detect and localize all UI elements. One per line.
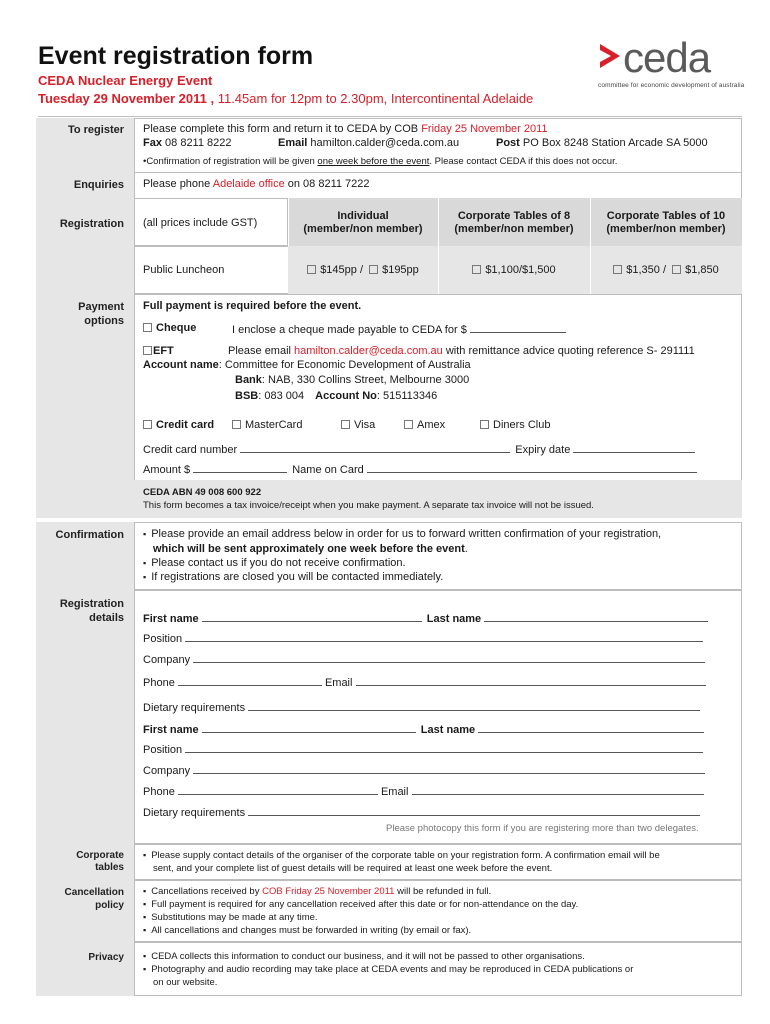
phone-label: Phone [143, 677, 175, 689]
confirmation-bullet-3: ▪ If registrations are closed you will be contacted immediately. [143, 571, 444, 583]
fax-line [143, 137, 232, 149]
amount-row [143, 462, 697, 476]
eft-label: EFT [153, 345, 174, 357]
page-title: Event registration form [38, 42, 314, 70]
position-field[interactable] [185, 742, 703, 753]
label-line: Corporate [76, 850, 124, 861]
eft-email: hamilton.calder@ceda.com.au [294, 345, 443, 357]
cheque-amount-field[interactable] [470, 322, 566, 333]
dietary-field[interactable] [248, 805, 700, 816]
email-label: Email [278, 137, 308, 149]
amount-label: Amount $ [143, 464, 191, 476]
to-register-line1 [143, 123, 548, 135]
bsb-line [235, 390, 437, 402]
price-nonmember: $1,850 [685, 264, 719, 276]
delegate2-name-row [143, 722, 704, 736]
diners-option[interactable] [480, 419, 550, 431]
post-address: PO Box 8248 Station Arcade SA 5000 [522, 137, 708, 149]
col-individual-header [288, 210, 438, 235]
last-name-label: Last name [426, 613, 482, 625]
table10-price [590, 264, 742, 276]
instruction-text: Please complete this form and return it to CEDA by COB [143, 123, 419, 135]
cheque-option[interactable] [143, 322, 196, 334]
privacy-label: Privacy [88, 952, 124, 963]
note-post: . Please contact CEDA if this does not occur. [429, 156, 618, 167]
account-no-value: : 515113346 [376, 390, 438, 402]
email-label: Email [324, 677, 353, 689]
checkbox[interactable] [369, 265, 378, 274]
fax-number: 08 8211 8222 [165, 137, 232, 149]
registration-label: Registration [59, 218, 124, 230]
bsb-label: BSB [235, 390, 259, 402]
gst-note: (all prices include GST) [143, 217, 258, 229]
note-underlined: one week before the event [317, 156, 430, 167]
email-address: hamilton.calder@ceda.com.au [310, 137, 460, 149]
first-name-field[interactable] [202, 722, 416, 733]
office-link: Adelaide office [212, 178, 285, 190]
mastercard-checkbox[interactable] [232, 420, 241, 429]
col-header-line: Individual [337, 210, 389, 222]
name-on-card-field[interactable] [367, 462, 697, 473]
col-header-line: (member/non member) [303, 223, 423, 235]
cancellation-bullet-2: ▪ Full payment is required for any cancellation received after this date or for non-attendance on the day. [143, 899, 579, 910]
event-date: Tuesday 29 November 2011 , [38, 91, 215, 106]
company-label: Company [143, 765, 191, 777]
enquiries-pre: Please phone [143, 178, 211, 190]
col-header-line: (member/non member) [606, 223, 726, 235]
cancel-pre: Cancellations received by [151, 886, 260, 897]
bullet-text: CEDA collects this information to conduct our business, and it will not be passed to other organisations. [151, 951, 585, 962]
position-field[interactable] [185, 631, 703, 642]
price-member: $1,350 / [626, 264, 667, 276]
label-cell [36, 590, 136, 844]
divider [38, 116, 742, 117]
last-name-label: Last name [420, 724, 476, 736]
credit-card-option[interactable] [143, 419, 214, 431]
amex-option[interactable] [404, 419, 445, 431]
col-header-line: (member/non member) [454, 223, 574, 235]
event-date-line [38, 91, 533, 106]
bullet-text: Please contact us if you do not receive confirmation. [151, 557, 406, 569]
post-line [496, 137, 708, 149]
position-label: Position [143, 633, 183, 645]
note-pre: •Confirmation of registration will be given [143, 156, 315, 167]
company-field[interactable] [193, 652, 705, 663]
account-name: : Committee for Economic Development of Australia [218, 359, 471, 371]
label-line: Registration [59, 598, 124, 610]
to-register-label: To register [67, 124, 124, 136]
visa-option[interactable] [341, 419, 375, 431]
name-on-card-label: Name on Card [292, 464, 364, 476]
label-line: details [89, 612, 124, 624]
eft-pre: Please email [228, 345, 291, 357]
cc-number-field[interactable] [240, 442, 510, 453]
public-luncheon-label: Public Luncheon [143, 264, 225, 276]
cc-number-label: Credit card number [143, 444, 238, 456]
photocopy-note: Please photocopy this form if you are registering more than two delegates. [386, 823, 699, 834]
cancel-post: will be refunded in full. [397, 886, 492, 897]
position-label: Position [143, 744, 183, 756]
visa-checkbox[interactable] [341, 420, 350, 429]
fax-label: Fax [143, 137, 162, 149]
phone-field[interactable] [178, 675, 322, 686]
email-line [278, 137, 459, 149]
label-line: policy [95, 900, 124, 911]
bullet-text: Substitutions may be made at any time. [151, 912, 318, 923]
privacy-bullet-1: ▪ CEDA collects this information to conduct our business, and it will not be passed to other organisations. [143, 951, 585, 962]
diners-label: Diners Club [493, 419, 551, 431]
delegate2-dietary-row [143, 805, 700, 819]
label-line: Cancellation [64, 887, 124, 898]
privacy-bullet-2b: on our website. [153, 977, 218, 988]
ceda-logo [598, 34, 748, 87]
delegate1-dietary-row [143, 700, 700, 714]
bank-line [235, 374, 469, 386]
checkbox[interactable] [672, 265, 681, 274]
privacy-bullet-2: ▪ Photography and audio recording may take place at CEDA events and may be reproduced in CEDA publications or [143, 964, 634, 975]
dietary-field[interactable] [248, 700, 700, 711]
delegate2-phone-row [143, 784, 704, 798]
cancellation-label [36, 886, 124, 912]
delegate2-position-row [143, 742, 703, 756]
col-header-line: Corporate Tables of 8 [457, 210, 571, 222]
confirmation-bullet-1: ▪ Please provide an email address below in order for us to forward written confirmation of your registration, [143, 528, 662, 540]
confirmation-bullet-2: ▪ Please contact us if you do not receive confirmation. [143, 557, 406, 569]
company-label: Company [143, 654, 191, 666]
price-member: $145pp / [320, 264, 364, 276]
dietary-label: Dietary requirements [143, 807, 246, 819]
cancel-deadline: COB Friday 25 November 2011 [262, 886, 395, 897]
cheque-instruction: I enclose a cheque made payable to CEDA for $ [232, 324, 467, 336]
checkbox[interactable] [472, 265, 481, 274]
individual-price [288, 264, 438, 276]
phone-field[interactable] [178, 784, 378, 795]
checkbox[interactable] [307, 265, 316, 274]
credit-card-checkbox[interactable] [143, 420, 152, 429]
price-nonmember: $195pp [382, 264, 419, 276]
price-table8: $1,100/$1,500 [485, 264, 556, 276]
email-field[interactable] [412, 784, 704, 795]
amount-field[interactable] [193, 462, 287, 473]
confirmation-bullet-1b [153, 543, 468, 555]
bank-value: : NAB, 330 Collins Street, Melbourne 3000 [261, 374, 470, 386]
delegate1-company-row [143, 652, 705, 666]
abn-band [134, 480, 742, 518]
amex-label: Amex [417, 419, 446, 431]
cancellation-bullet-3: ▪ Substitutions may be made at any time. [143, 912, 318, 923]
abn-text: CEDA ABN 49 008 600 922 [143, 487, 262, 498]
svg-text:ceda: ceda [623, 34, 711, 81]
last-name-field[interactable] [484, 611, 708, 622]
cheque-checkbox[interactable] [143, 323, 152, 332]
amex-checkbox[interactable] [404, 420, 413, 429]
company-field[interactable] [193, 763, 705, 774]
logo-tagline: committee for economic development of australia [598, 82, 745, 89]
bank-label: Bank [235, 374, 262, 386]
bullet-text-bold: which will be sent approximately one week before the event [153, 543, 465, 555]
credit-card-label: Credit card [156, 419, 215, 431]
email-label: Email [380, 786, 409, 798]
delegate1-position-row [143, 631, 703, 645]
first-name-label: First name [143, 724, 199, 736]
event-details: 11.45am for 12pm to 2.30pm, Intercontinental Adelaide [217, 91, 534, 106]
account-no-label: Account No [315, 390, 377, 402]
cheque-label: Cheque [156, 322, 197, 334]
col-table8-header [438, 210, 590, 235]
first-name-label: First name [143, 613, 199, 625]
cheque-text [232, 322, 566, 336]
bullet-text: All cancellations and changes must be forwarded in writing (by email or fax). [151, 925, 472, 936]
bullet-text: Photography and audio recording may take place at CEDA events and may be reproduced in CEDA publications or [151, 964, 634, 975]
label-cell [36, 198, 136, 294]
bullet-text: Full payment is required for any cancellation received after this date or for non-attendance on the day. [151, 899, 579, 910]
mastercard-option[interactable] [232, 419, 302, 431]
enquiries-text [143, 178, 370, 190]
cc-number-row [143, 442, 695, 456]
eft-post: with remittance advice quoting reference S- 291111 [445, 345, 695, 357]
col-header-line: Corporate Tables of 10 [606, 210, 726, 222]
details-label [36, 597, 124, 625]
payment-heading: Full payment is required before the event. [143, 300, 362, 312]
email-field[interactable] [356, 675, 706, 686]
corporate-line: Please supply contact details of the organiser of the corporate table on your registration form. A confirmation email will be [151, 850, 660, 861]
label-line: Payment [78, 301, 124, 313]
event-name: CEDA Nuclear Energy Event [38, 73, 213, 88]
mastercard-label: MasterCard [245, 419, 303, 431]
bsb-value: : 083 004 [258, 390, 305, 402]
delegate2-company-row [143, 763, 705, 777]
eft-checkbox[interactable] [143, 346, 152, 355]
post-label: Post [496, 137, 520, 149]
deadline-text: Friday 25 November 2011 [421, 123, 548, 135]
account-name-line [143, 359, 471, 371]
phone-label: Phone [143, 786, 175, 798]
bullet-end: . [464, 543, 468, 555]
expiry-label: Expiry date [515, 444, 571, 456]
first-name-field[interactable] [202, 611, 422, 622]
dietary-label: Dietary requirements [143, 702, 246, 714]
diners-checkbox[interactable] [480, 420, 489, 429]
expiry-field[interactable] [573, 442, 695, 453]
cancellation-bullet-1: ▪ Cancellations received by COB Friday 25 November 2011 will be refunded in full. [143, 886, 492, 897]
confirmation-note [143, 156, 617, 167]
corporate-text-2: sent, and your complete list of guest details will be required at least one week before the event. [153, 863, 553, 874]
delegate1-name-row [143, 611, 708, 625]
corporate-label [36, 850, 124, 874]
visa-label: Visa [354, 419, 376, 431]
eft-option[interactable] [143, 345, 174, 357]
table8-price [438, 264, 590, 276]
payment-label [36, 300, 124, 328]
cancellation-bullet-4: ▪ All cancellations and changes must be forwarded in writing (by email or fax). [143, 925, 472, 936]
last-name-field[interactable] [478, 722, 704, 733]
label-line: tables [95, 862, 124, 873]
account-name-label: Account name [143, 359, 219, 371]
enquiries-label: Enquiries [73, 179, 124, 191]
eft-text [228, 345, 695, 357]
checkbox[interactable] [613, 265, 622, 274]
tax-invoice-note: This form becomes a tax invoice/receipt when you make payment. A separate tax invoice will not be issued. [143, 500, 594, 511]
label-line: options [84, 315, 124, 327]
confirmation-label: Confirmation [55, 529, 124, 541]
bullet-text: If registrations are closed you will be contacted immediately. [151, 571, 444, 583]
bullet-text: Please provide an email address below in order for us to forward written confirmation of your registration, [151, 528, 662, 540]
enquiries-phone: on 08 8211 7222 [287, 178, 370, 190]
col-table10-header [590, 210, 742, 235]
corporate-text-1: ▪ Please supply contact details of the organiser of the corporate table on your registration form. A confirmation email will be [143, 850, 660, 861]
delegate1-phone-row [143, 675, 706, 689]
